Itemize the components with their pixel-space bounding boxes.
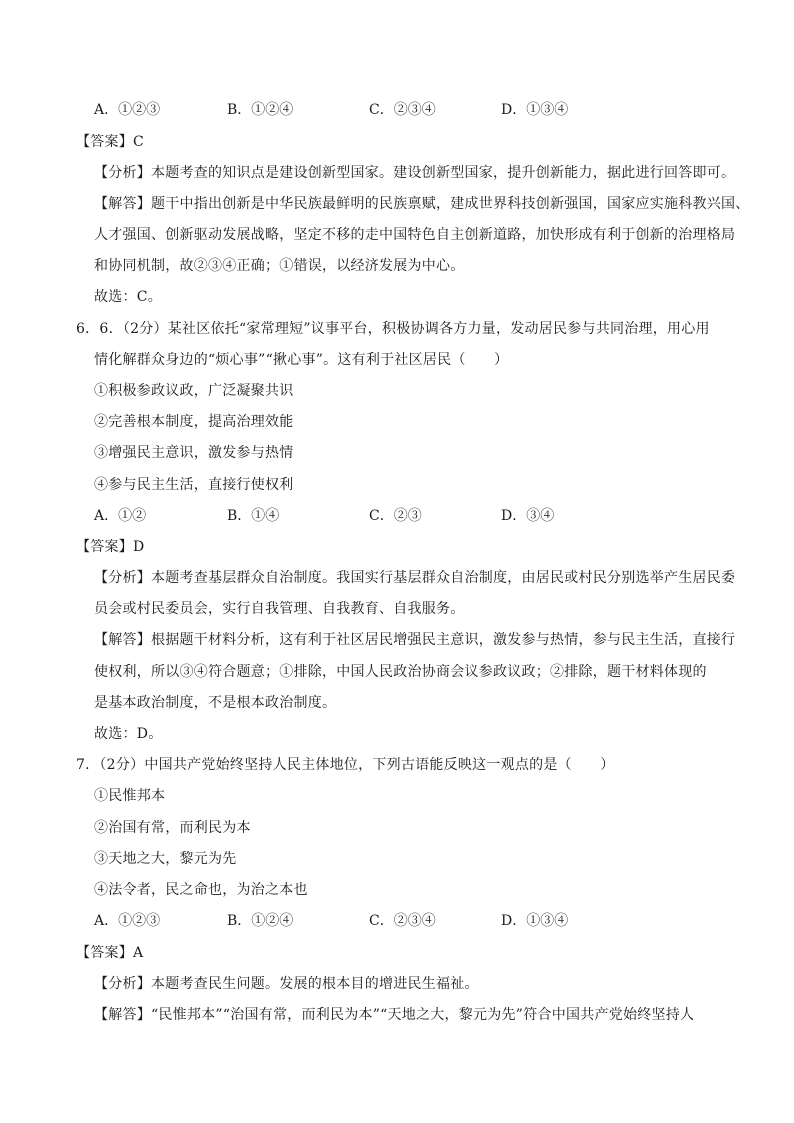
q7-item-4: ④法令者，民之命也，为治之本也 xyxy=(94,882,308,898)
q7-option-c: C．②③④ xyxy=(369,913,436,929)
q7-option-a: A．①②③ xyxy=(94,913,161,929)
q7-option-b: B．①②④ xyxy=(227,913,294,929)
q5-option-c: C．②③④ xyxy=(369,102,436,118)
q5-option-b: B．①②④ xyxy=(227,102,294,118)
q6-analysis-line-1: 【分析】本题考查基层群众自治制度。我国实行基层群众自治制度，由居民或村民分别选举产生居民委 xyxy=(94,570,736,586)
q5-option-a: A．①②③ xyxy=(94,102,161,118)
q6-item-1: ①积极参政议政，广泛凝聚共识 xyxy=(94,383,294,399)
q6-solution-line-3: 是基本政治制度，不是根本政治制度。 xyxy=(94,695,337,711)
q7-item-1: ①民惟邦本 xyxy=(94,788,166,804)
q6-option-c: C．②③ xyxy=(369,508,422,524)
q6-item-3: ③增强民主意识，激发参与热情 xyxy=(94,445,294,461)
q7-solution-line-1: 【解答】“民惟邦本”“治国有常，而利民为本”“天地之大，黎元为先”符合中国共产党始终坚持人 xyxy=(94,1007,695,1023)
q6-answer: 【答案】D xyxy=(76,539,145,555)
q7-analysis: 【分析】本题考查民生问题。发展的根本目的增进民生福祉。 xyxy=(94,976,479,992)
q5-solution-line-2: 人才强国、创新驱动发展战略，坚定不移的走中国特色自主创新道路，加快形成有利于创新的治理格局 xyxy=(94,227,736,243)
q6-conclusion: 故选：D。 xyxy=(94,726,163,742)
q5-solution-line-3: 和协同机制，故②③④正确；①错误，以经济发展为中心。 xyxy=(94,258,465,274)
q7-options xyxy=(94,910,654,932)
q6-stem-line-1: 6．6．（2分）某社区依托“家常理短”议事平台，积极协调各方力量，发动居民参与共同治理，用心用 xyxy=(76,321,710,337)
q5-option-d: D．①③④ xyxy=(501,102,569,118)
q7-option-d: D．①③④ xyxy=(501,913,569,929)
q6-stem-line-2: 情化解群众身边的“烦心事”“揪心事”。这有利于社区居民（ ） xyxy=(94,352,509,368)
q7-item-2: ②治国有常，而利民为本 xyxy=(94,820,251,836)
q6-option-a: A．①② xyxy=(94,508,147,524)
q6-option-d: D．③④ xyxy=(501,508,555,524)
q7-answer: 【答案】A xyxy=(76,945,144,961)
q6-solution-line-2: 使权利，所以③④符合题意；①排除，中国人民政治协商会议参政议政；②排除，题干材料体现的 xyxy=(94,664,707,680)
q5-analysis: 【分析】本题考查的知识点是建设创新型国家。建设创新型国家，提升创新能力，据此进行回答即可。 xyxy=(94,165,736,181)
q7-item-3: ③天地之大，黎元为先 xyxy=(94,851,237,867)
q6-item-4: ④参与民主生活，直接行使权利 xyxy=(94,477,294,493)
q5-solution-line-1: 【解答】题干中指出创新是中华民族最鲜明的民族禀赋，建成世界科技创新强国，国家应实施科教兴国、 xyxy=(94,196,750,212)
q5-conclusion: 故选：C。 xyxy=(94,289,162,305)
q5-answer: 【答案】C xyxy=(76,134,144,150)
q6-solution-line-1: 【解答】根据题干材料分析，这有利于社区居民增强民主意识，激发参与热情，参与民主生活，直接行 xyxy=(94,632,736,648)
q5-options xyxy=(94,99,654,121)
q6-option-b: B．①④ xyxy=(227,508,280,524)
q6-options xyxy=(94,505,654,527)
q6-item-2: ②完善根本制度，提高治理效能 xyxy=(94,414,294,430)
q6-analysis-line-2: 员会或村民委员会，实行自我管理、自我教育、自我服务。 xyxy=(94,601,465,617)
q7-stem: 7．（2分）中国共产党始终坚持人民主体地位，下列古语能反映这一观点的是（ ） xyxy=(76,757,615,773)
